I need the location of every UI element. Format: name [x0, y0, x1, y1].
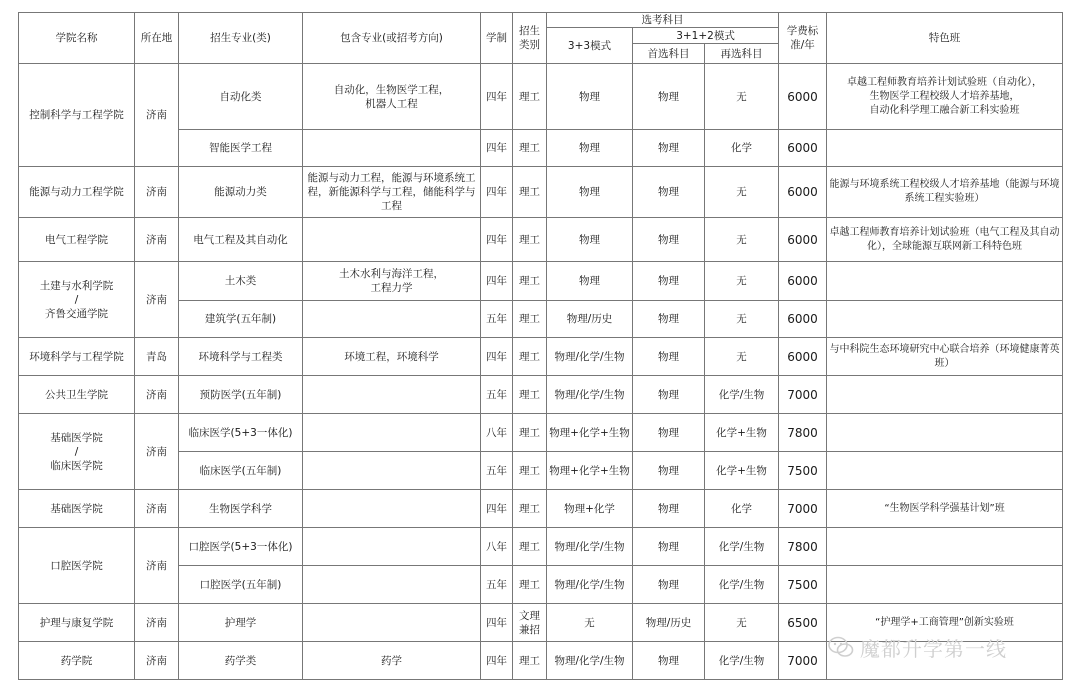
duration-cell: 四年: [481, 167, 513, 218]
header-second-subject: 再选科目: [705, 44, 779, 64]
mode33-cell: 物理/化学/生物: [547, 376, 633, 414]
fee-cell: 6500: [779, 604, 827, 642]
includes-cell: [303, 376, 481, 414]
watermark-text: 魔都升学第一线: [860, 636, 1007, 661]
mode33-cell: 物理: [547, 167, 633, 218]
special-class-cell: “护理学+工商管理”创新实验班: [827, 604, 1063, 642]
includes-cell: 能源与动力工程，能源与环境系统工 程，新能源科学与工程，储能科学与 工程: [303, 167, 481, 218]
second-subject-cell: 无: [705, 218, 779, 262]
category-cell: 理工: [513, 64, 547, 130]
mode33-cell: 物理/化学/生物: [547, 338, 633, 376]
category-cell: 理工: [513, 490, 547, 528]
location-cell: 济南: [135, 262, 179, 338]
duration-cell: 五年: [481, 452, 513, 490]
mode33-cell: 物理/化学/生物: [547, 528, 633, 566]
major-cell: 口腔医学(五年制): [179, 566, 303, 604]
special-class-cell: “生物医学科学强基计划”班: [827, 490, 1063, 528]
college-cell: 护理与康复学院: [19, 604, 135, 642]
second-subject-cell: 无: [705, 604, 779, 642]
header-fee: 学费标 准/年: [779, 13, 827, 64]
fee-cell: 6000: [779, 338, 827, 376]
header-major: 招生专业(类): [179, 13, 303, 64]
header-mode312: 3+1+2模式: [633, 28, 779, 44]
duration-cell: 五年: [481, 566, 513, 604]
includes-cell: [303, 490, 481, 528]
mode33-cell: 物理+化学: [547, 490, 633, 528]
college-cell: 控制科学与工程学院: [19, 64, 135, 167]
duration-cell: 四年: [481, 642, 513, 680]
category-cell: 理工: [513, 167, 547, 218]
first-subject-cell: 物理: [633, 338, 705, 376]
category-cell: 理工: [513, 414, 547, 452]
special-class-cell: 与中科院生态环境研究中心联合培养（环境健康菁英 班）: [827, 338, 1063, 376]
second-subject-cell: 化学: [705, 130, 779, 167]
duration-cell: 四年: [481, 130, 513, 167]
second-subject-cell: 无: [705, 262, 779, 301]
table-row: [19, 338, 1063, 376]
table-row: [19, 167, 1063, 218]
includes-cell: 环境工程，环境科学: [303, 338, 481, 376]
header-mode33: 3+3模式: [547, 28, 633, 64]
category-cell: 理工: [513, 528, 547, 566]
mode33-cell: 物理/历史: [547, 301, 633, 338]
duration-cell: 四年: [481, 604, 513, 642]
includes-cell: [303, 528, 481, 566]
category-cell: 理工: [513, 566, 547, 604]
first-subject-cell: 物理: [633, 301, 705, 338]
category-cell: 理工: [513, 642, 547, 680]
location-cell: 济南: [135, 642, 179, 680]
fee-cell: 6000: [779, 64, 827, 130]
includes-cell: [303, 566, 481, 604]
includes-cell: [303, 218, 481, 262]
duration-cell: 四年: [481, 490, 513, 528]
fee-cell: 7800: [779, 528, 827, 566]
college-cell: 电气工程学院: [19, 218, 135, 262]
second-subject-cell: 化学/生物: [705, 376, 779, 414]
first-subject-cell: 物理/历史: [633, 604, 705, 642]
includes-cell: [303, 604, 481, 642]
college-cell: 基础医学院: [19, 490, 135, 528]
fee-cell: 7000: [779, 376, 827, 414]
mode33-cell: 无: [547, 604, 633, 642]
header-subjects: 选考科目: [547, 13, 779, 28]
location-cell: 济南: [135, 604, 179, 642]
major-cell: 自动化类: [179, 64, 303, 130]
header-includes: 包含专业(或招考方向): [303, 13, 481, 64]
special-class-cell: 卓越工程师教育培养计划试验班（自动化）， 生物医学工程校级人才培养基地， 自动化科学理工融合新工科实验班: [827, 64, 1063, 130]
first-subject-cell: 物理: [633, 64, 705, 130]
fee-cell: 7000: [779, 490, 827, 528]
college-cell: 土建与水利学院 / 齐鲁交通学院: [19, 262, 135, 338]
includes-cell: [303, 130, 481, 167]
special-class-cell: [827, 528, 1063, 566]
special-class-cell: [827, 452, 1063, 490]
header-location: 所在地: [135, 13, 179, 64]
location-cell: 济南: [135, 64, 179, 167]
second-subject-cell: 化学+生物: [705, 452, 779, 490]
duration-cell: 四年: [481, 262, 513, 301]
admissions-table: [18, 12, 1063, 680]
special-class-cell: 卓越工程师教育培养计划试验班（电气工程及其自动 化），全球能源互联网新工科特色班: [827, 218, 1063, 262]
special-class-cell: [827, 566, 1063, 604]
first-subject-cell: 物理: [633, 528, 705, 566]
duration-cell: 五年: [481, 301, 513, 338]
fee-cell: 7500: [779, 566, 827, 604]
includes-cell: 自动化，生物医学工程， 机器人工程: [303, 64, 481, 130]
location-cell: 济南: [135, 490, 179, 528]
second-subject-cell: 化学/生物: [705, 642, 779, 680]
table-row: [19, 376, 1063, 414]
location-cell: 济南: [135, 167, 179, 218]
fee-cell: 7800: [779, 414, 827, 452]
mode33-cell: 物理/化学/生物: [547, 642, 633, 680]
second-subject-cell: 无: [705, 301, 779, 338]
mode33-cell: 物理+化学+生物: [547, 452, 633, 490]
duration-cell: 八年: [481, 528, 513, 566]
college-cell: 环境科学与工程学院: [19, 338, 135, 376]
mode33-cell: 物理: [547, 262, 633, 301]
table-row: [19, 218, 1063, 262]
category-cell: 理工: [513, 452, 547, 490]
major-cell: 建筑学(五年制): [179, 301, 303, 338]
first-subject-cell: 物理: [633, 262, 705, 301]
table-row: [19, 414, 1063, 452]
second-subject-cell: 无: [705, 64, 779, 130]
header-category: 招生 类别: [513, 13, 547, 64]
category-cell: 理工: [513, 130, 547, 167]
location-cell: 济南: [135, 414, 179, 490]
fee-cell: 6000: [779, 218, 827, 262]
header-special: 特色班: [827, 13, 1063, 64]
first-subject-cell: 物理: [633, 452, 705, 490]
first-subject-cell: 物理: [633, 376, 705, 414]
includes-cell: 土木水利与海洋工程， 工程力学: [303, 262, 481, 301]
first-subject-cell: 物理: [633, 167, 705, 218]
special-class-cell: [827, 130, 1063, 167]
mode33-cell: 物理: [547, 218, 633, 262]
table-row: [19, 64, 1063, 130]
table-row: [19, 490, 1063, 528]
special-class-cell: 能源与环境系统工程校级人才培养基地（能源与环境 系统工程实验班）: [827, 167, 1063, 218]
duration-cell: 五年: [481, 376, 513, 414]
includes-cell: [303, 452, 481, 490]
header-duration: 学制: [481, 13, 513, 64]
second-subject-cell: 无: [705, 338, 779, 376]
special-class-cell: [827, 262, 1063, 301]
table-row: [19, 528, 1063, 566]
special-class-cell: [827, 414, 1063, 452]
table-row: [19, 604, 1063, 642]
fee-cell: 6000: [779, 167, 827, 218]
second-subject-cell: 化学+生物: [705, 414, 779, 452]
major-cell: 环境科学与工程类: [179, 338, 303, 376]
special-class-cell: [827, 376, 1063, 414]
major-cell: 电气工程及其自动化: [179, 218, 303, 262]
first-subject-cell: 物理: [633, 218, 705, 262]
college-cell: 口腔医学院: [19, 528, 135, 604]
duration-cell: 四年: [481, 338, 513, 376]
first-subject-cell: 物理: [633, 642, 705, 680]
major-cell: 药学类: [179, 642, 303, 680]
category-cell: 理工: [513, 301, 547, 338]
second-subject-cell: 化学/生物: [705, 566, 779, 604]
major-cell: 生物医学科学: [179, 490, 303, 528]
category-cell: 理工: [513, 338, 547, 376]
college-cell: 基础医学院 / 临床医学院: [19, 414, 135, 490]
college-cell: 能源与动力工程学院: [19, 167, 135, 218]
includes-cell: 药学: [303, 642, 481, 680]
category-cell: 理工: [513, 376, 547, 414]
major-cell: 土木类: [179, 262, 303, 301]
first-subject-cell: 物理: [633, 414, 705, 452]
location-cell: 济南: [135, 376, 179, 414]
includes-cell: [303, 414, 481, 452]
special-class-cell: [827, 301, 1063, 338]
fee-cell: 6000: [779, 301, 827, 338]
header-first-subject: 首选科目: [633, 44, 705, 64]
duration-cell: 四年: [481, 64, 513, 130]
table-row: [19, 262, 1063, 301]
mode33-cell: 物理: [547, 64, 633, 130]
category-cell: 理工: [513, 218, 547, 262]
major-cell: 预防医学(五年制): [179, 376, 303, 414]
category-cell: 理工: [513, 262, 547, 301]
college-cell: 公共卫生学院: [19, 376, 135, 414]
duration-cell: 八年: [481, 414, 513, 452]
major-cell: 护理学: [179, 604, 303, 642]
fee-cell: 7000: [779, 642, 827, 680]
second-subject-cell: 化学: [705, 490, 779, 528]
second-subject-cell: 无: [705, 167, 779, 218]
fee-cell: 6000: [779, 262, 827, 301]
location-cell: 济南: [135, 528, 179, 604]
duration-cell: 四年: [481, 218, 513, 262]
mode33-cell: 物理+化学+生物: [547, 414, 633, 452]
fee-cell: 7500: [779, 452, 827, 490]
major-cell: 能源动力类: [179, 167, 303, 218]
first-subject-cell: 物理: [633, 490, 705, 528]
location-cell: 青岛: [135, 338, 179, 376]
major-cell: 临床医学(5+3一体化): [179, 414, 303, 452]
mode33-cell: 物理: [547, 130, 633, 167]
category-cell: 文理 兼招: [513, 604, 547, 642]
location-cell: 济南: [135, 218, 179, 262]
major-cell: 临床医学(五年制): [179, 452, 303, 490]
first-subject-cell: 物理: [633, 130, 705, 167]
mode33-cell: 物理/化学/生物: [547, 566, 633, 604]
first-subject-cell: 物理: [633, 566, 705, 604]
second-subject-cell: 化学/生物: [705, 528, 779, 566]
special-class-cell: [827, 642, 1063, 680]
college-cell: 药学院: [19, 642, 135, 680]
major-cell: 智能医学工程: [179, 130, 303, 167]
includes-cell: [303, 301, 481, 338]
major-cell: 口腔医学(5+3一体化): [179, 528, 303, 566]
table-row: [19, 642, 1063, 680]
header-college: 学院名称: [19, 13, 135, 64]
fee-cell: 6000: [779, 130, 827, 167]
